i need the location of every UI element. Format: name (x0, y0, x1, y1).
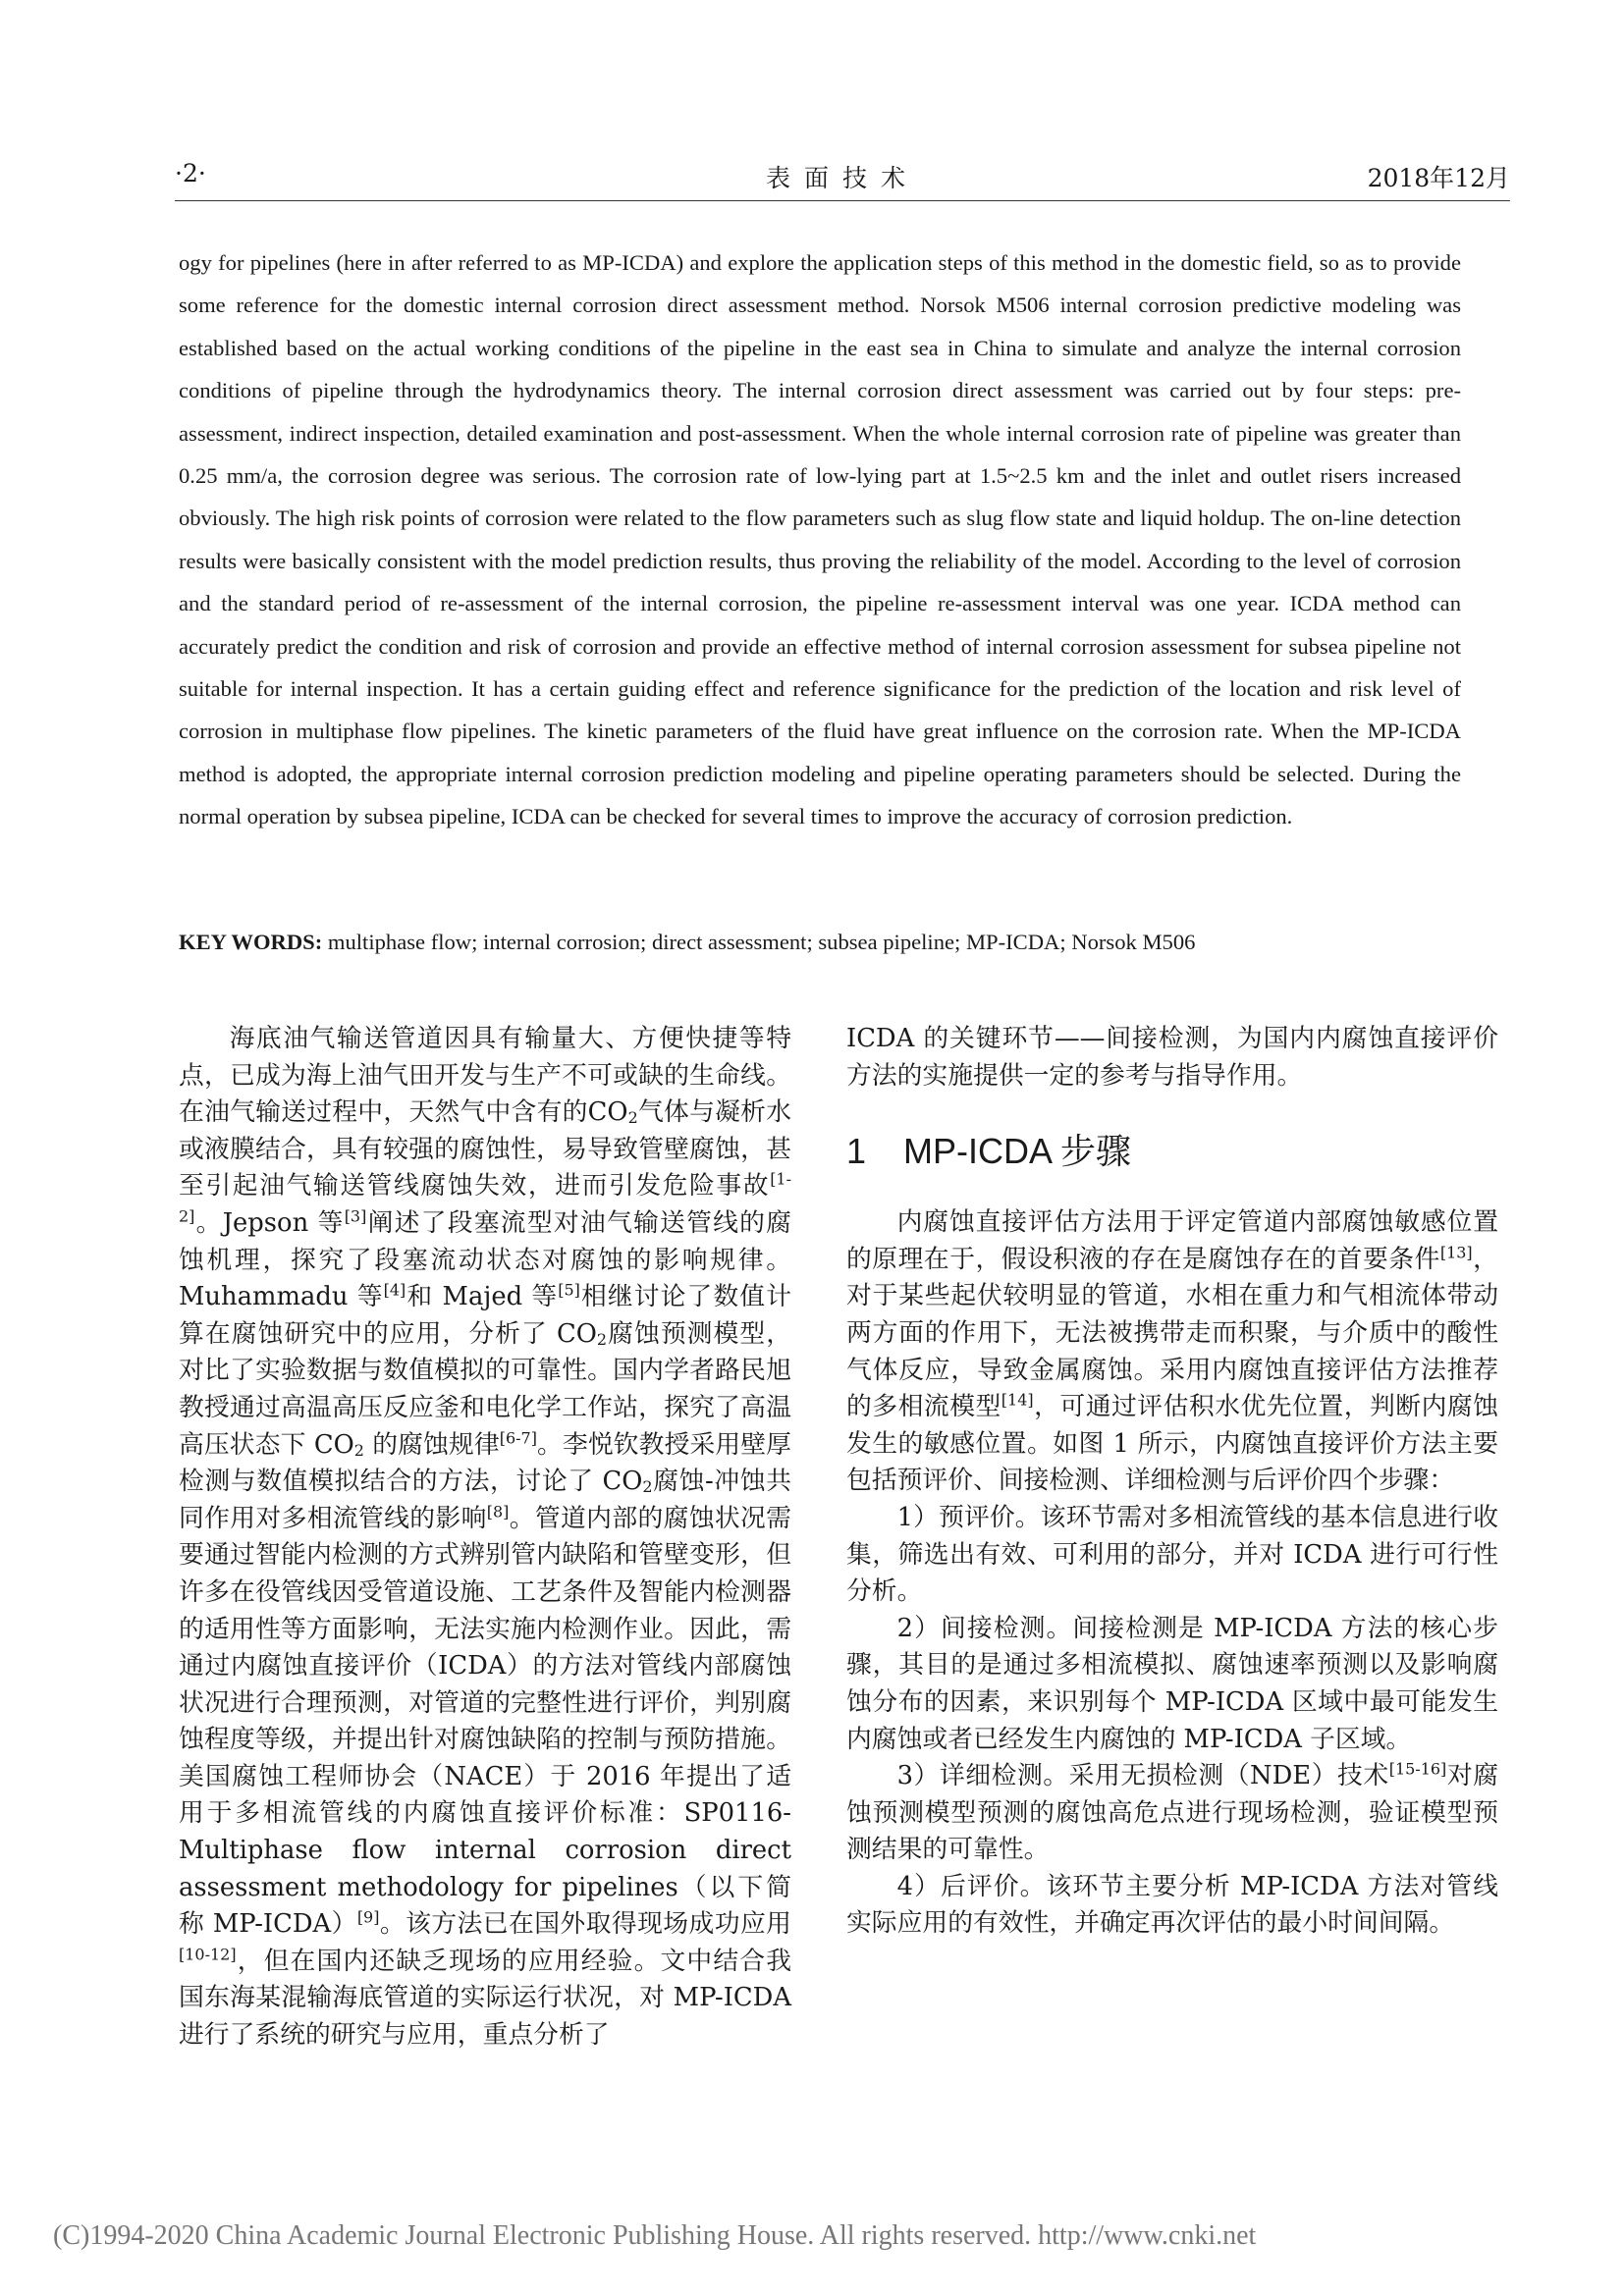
english-abstract (179, 241, 1461, 838)
keywords-line (179, 921, 1461, 963)
keywords-label: KEY WORDS: (179, 930, 323, 954)
section-title: MP-ICDA 步骤 (903, 1131, 1132, 1172)
step-indirect-inspection: 2）间接检测。间接检测是 MP-ICDA 方法的核心步骤，其目的是通过多相流模拟、腐蚀速率预测以及影响腐蚀分布的因素，来识别每个 MP-ICDA 区域中最可能发生内腐蚀或者已经发生内腐蚀的 MP-ICDA 子区域。 (846, 1613, 1498, 1754)
citation: [10-12] (179, 1945, 237, 1964)
issue-date: 2018年12月 (1367, 164, 1510, 192)
citation: [8] (486, 1502, 510, 1522)
page-number: ·2· (175, 159, 206, 187)
section-paragraph: 内腐蚀直接评估方法用于评定管道内部腐蚀敏感位置的原理在于，假设积液的存在是腐蚀存在的首要条件[13]，对于某些起伏较明显的管道，水相在重力和气相流体带动两方面的作用下，无法被携带走而积聚，与介质中的酸性气体反应，导致金属腐蚀。采用内腐蚀直接评估方法推荐的多相流模型[14]，可通过评估积水优先位置，判断内腐蚀发生的敏感位置。如图 1 所示，内腐蚀直接评价方法主要包括预评价、间接检测、详细检测与后评价四个步骤： (846, 1207, 1498, 1496)
citation: [1-2] (179, 1169, 791, 1226)
copyright-footer: (C)1994-2020 China Academic Journal Electronic Publishing House. All rights reserved. http://www.cnki.net (53, 2220, 1257, 2251)
running-header (175, 155, 1510, 194)
step-post-assessment: 4）后评价。该环节主要分析 MP-ICDA 方法对管线实际应用的有效性，并确定再次评估的最小时间间隔。 (846, 1871, 1498, 1939)
citation: [4] (383, 1280, 406, 1300)
header-rule (175, 200, 1510, 201)
citation: [6-7] (499, 1427, 537, 1447)
left-column (179, 1021, 791, 2055)
intro-continuation: ICDA 的关键环节——间接检测，为国内内腐蚀直接评价方法的实施提供一定的参考与指导作用。 (846, 1024, 1498, 1091)
keywords-text: multiphase flow; internal corrosion; direct assessment; subsea pipeline; MP-ICDA; Norsok M506 (322, 930, 1196, 954)
citation: [15-16] (1388, 1759, 1447, 1779)
step-pre-assessment: 1）预评价。该环节需对多相流管线的基本信息进行收集，筛选出有效、可利用的部分，并对 ICDA 进行可行性分析。 (846, 1502, 1498, 1607)
citation: [5] (558, 1280, 580, 1300)
right-column (846, 1021, 1498, 1943)
citation: [3] (344, 1206, 367, 1226)
abstract-text: ogy for pipelines (here in after referred to as MP-ICDA) and explore the application steps of this method in the domestic field, so as to provide some reference for the domestic internal corrosion direct assessment method. Norsok M506 internal corrosion predictive modeling was established based on the actual working conditions of the pipeline in the east sea in China to simulate and analyze the internal corrosion conditions of pipeline through the hydrodynamics theory. The internal corrosion direct assessment was carried out by four steps: pre-assessment, indirect inspection, detailed examination and post-assessment. When the whole internal corrosion rate of pipeline was greater than 0.25 mm/a, the corrosion degree was serious. The corrosion rate of low-lying part at 1.5~2.5 km and the inlet and outlet risers increased obviously. The high risk points of corrosion were related to the flow parameters such as slug flow state and liquid holdup. The on-line detection results were basically consistent with the model prediction results, thus proving the reliability of the model. According to the level of corrosion and the standard period of re-assessment of the internal corrosion, the pipeline re-assessment interval was one year. ICDA method can accurately predict the condition and risk of corrosion and provide an effective method of internal corrosion assessment for subsea pipeline not suitable for internal inspection. It has a certain guiding effect and reference significance for the prediction of the location and risk level of corrosion in multiphase flow pipelines. The kinetic parameters of the fluid have great influence on the corrosion rate. When the MP-ICDA method is adopted, the appropriate internal corrosion prediction modeling and pipeline operating parameters should be selected. During the normal operation by subsea pipeline, ICDA can be checked for several times to improve the accuracy of corrosion prediction. (179, 250, 1461, 829)
section-heading (846, 1128, 1498, 1175)
citation: [14] (1001, 1390, 1034, 1410)
journal-title: 表面技术 (765, 164, 919, 192)
intro-paragraph: 海底油气输送管道因具有输量大、方便快捷等特点，已成为海上油气田开发与生产不可或缺的生命线。在油气输送过程中，天然气中含有的$CO_2$气体与凝析水或液膜结合，具有较强的腐蚀性，易导致管壁腐蚀，甚至引起油气输送管线腐蚀失效，进而引发危险事故[1-2]。Jepson 等[3]阐述了段塞流型对油气输送管线的腐蚀机理，探究了段塞流动状态对腐蚀的影响规律。Muhammadu 等[4]和 Majed 等[5]相继讨论了数值计算在腐蚀研究中的应用，分析了 $CO_2$腐蚀预测模型，对比了实验数据与数值模拟的可靠性。国内学者路民旭教授通过高温高压反应釜和电化学工作站，探究了高温高压状态下 $CO_2$ 的腐蚀规律[6-7]。李悦钦教授采用壁厚检测与数值模拟结合的方法，讨论了 $CO_2$腐蚀-冲蚀共同作用对多相流管线的影响[8]。管道内部的腐蚀状况需要通过智能内检测的方式辨别管内缺陷和管壁变形，但许多在役管线因受管道设施、工艺条件及智能内检测器的适用性等方面影响，无法实施内检测作业。因此，需通过内腐蚀直接评价（ICDA）的方法对管线内部腐蚀状况进行合理预测，对管道的完整性进行评价，判别腐蚀程度等级，并提出针对腐蚀缺陷的控制与预防措施。美国腐蚀工程师协会（NACE）于 2016 年提出了适用于多相流管线的内腐蚀直接评价标准：SP0116-Multiphase flow internal corrosion direct assessment methodology for pipelines（以下简称 MP-ICDA）[9]。该方法已在国外取得现场成功应用[10-12]，但在国内还缺乏现场的应用经验。文中结合我国东海某混输海底管道的实际运行状况，对 MP-ICDA 进行了系统的研究与应用，重点分析了 (179, 1024, 792, 2051)
citation: [13] (1439, 1243, 1473, 1262)
step-detailed-examination: 3）详细检测。采用无损检测（NDE）技术[15-16]对腐蚀预测模型预测的腐蚀高危点进行现场检测，验证模型预测结果的可靠性。 (846, 1759, 1498, 1865)
citation: [9] (356, 1907, 380, 1927)
section-number: 1 (846, 1131, 867, 1172)
